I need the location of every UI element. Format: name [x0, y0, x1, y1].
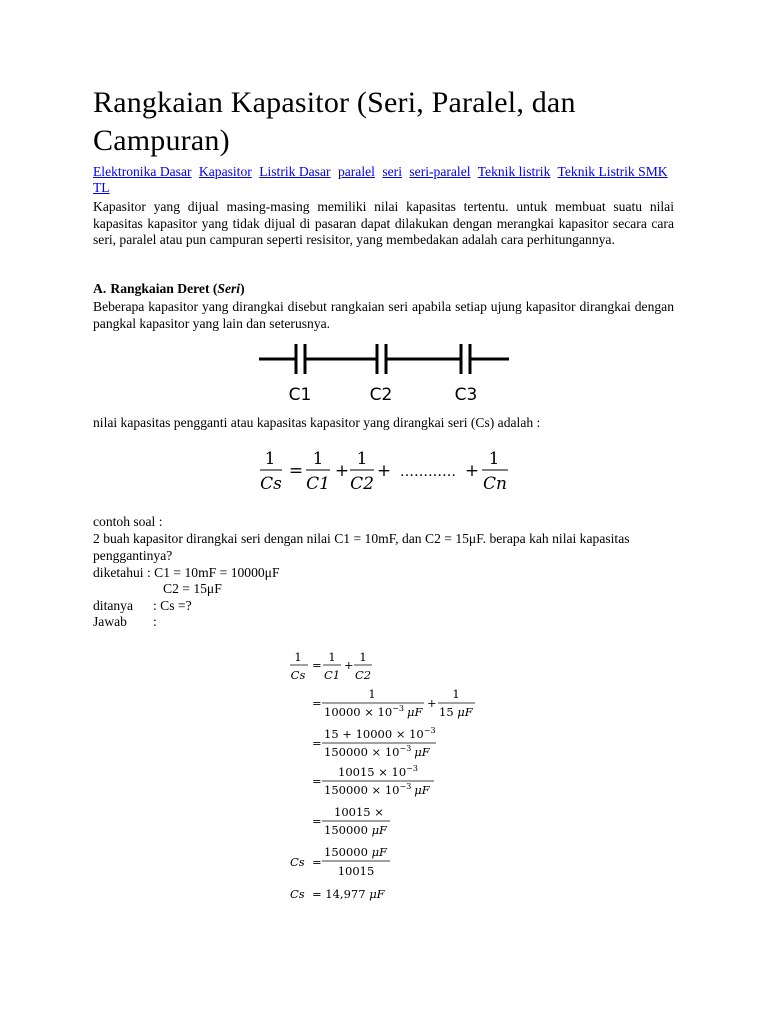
result-lhs: Cs: [290, 887, 305, 901]
step-2: [312, 687, 475, 719]
s6-equals: =: [312, 855, 322, 869]
s2-t2-num: 1: [452, 687, 460, 701]
s1-lhs-den: Cs: [290, 668, 306, 682]
known-value-2: C2 = 15μF: [163, 581, 222, 596]
s3-den-base: 150000 × 10: [324, 745, 400, 759]
s4-den: [324, 782, 431, 797]
s2-plus: +: [427, 696, 437, 710]
s1-lhs-num: 1: [294, 650, 302, 664]
s2-t1-den-exp: −3: [392, 704, 404, 713]
intro-paragraph: Kapasitor yang dijual masing-masing memiliki nilai kapasitas tertentu. untuk membuat suatu nilai kapasitas kapasitor yang tidak dijual di pasaran dapat dilakukan dengan merangkai kapasitor secara cara seri, paralel atau pun campuran seperti resisitor, yang membedakan adalah cara perhitungannya.: [93, 199, 674, 247]
step-3: [312, 726, 436, 759]
section-a-heading-prefix: Rangkaian Deret (: [110, 281, 218, 296]
s2-equals: =: [312, 696, 322, 710]
s3-den-exp: −3: [399, 744, 412, 753]
step-result: [290, 887, 386, 901]
tag-link-kapasitor[interactable]: Kapasitor: [198, 164, 252, 179]
answer-label: Jawab: [93, 614, 127, 629]
formula-plus-2: +: [376, 461, 392, 481]
example-question: 2 buah kapasitor dirangkai seri dengan nilai C1 = 10mF, dan C2 = 15μF. berapa kah nilai kapasitas penggantinya?: [93, 531, 630, 563]
label-c3: C3: [454, 385, 478, 405]
step-1: [290, 650, 372, 682]
known-label: diketahui :: [93, 565, 151, 580]
s5-den-base: 150000: [324, 823, 372, 837]
formula-cn-numerator: 1: [488, 449, 500, 469]
s2-t1-den-base: 10000 × 10: [324, 705, 393, 719]
tag-link-tl[interactable]: TL: [93, 180, 110, 195]
known-value-1: C1 = 10mF = 10000μF: [154, 565, 280, 580]
s1-t2-num: 1: [359, 650, 367, 664]
tag-link-teknik-listrik[interactable]: Teknik listrik: [477, 164, 551, 179]
formula-plus-3: +: [464, 461, 480, 481]
result-number: = 14,977: [312, 887, 370, 901]
s5-den: [324, 823, 388, 837]
tag-link-seri[interactable]: seri: [382, 164, 402, 179]
s5-den-unit: μF: [371, 823, 388, 837]
formula-c2-denominator: C2: [350, 474, 374, 494]
s4-num: [338, 764, 418, 779]
section-a-heading-italic: Seri: [217, 281, 241, 296]
s5-num: 10015 ×: [334, 805, 384, 819]
section-a-description: Beberapa kapasitor yang dirangkai disebut rangkaian seri apabila setiap ujung kapasitor dirangkai dengan pangkal kapasitor yang lain dan seterusnya.: [93, 299, 674, 331]
formula-c2-numerator: 1: [356, 449, 368, 469]
formula-equals: =: [288, 461, 304, 481]
section-a-heading-suffix: ): [240, 281, 245, 296]
s1-t1-num: 1: [328, 650, 336, 664]
step-4: [312, 764, 434, 797]
tag-link-elektronika-dasar[interactable]: Elektronika Dasar: [93, 164, 192, 179]
section-a-heading: [93, 281, 245, 297]
s3-num-base: 15 + 10000 × 10: [324, 727, 424, 741]
tag-link-paralel[interactable]: paralel: [337, 164, 375, 179]
s1-plus: +: [344, 658, 354, 672]
tag-link-seri-paralel[interactable]: seri-paralel: [409, 164, 471, 179]
asked-row: [93, 598, 192, 614]
s6-num-unit: μF: [371, 845, 388, 859]
s1-t1-den: C1: [323, 668, 341, 682]
s1-equals: =: [312, 658, 322, 672]
formula-c1-numerator: 1: [312, 449, 324, 469]
known-row-1: [93, 565, 280, 581]
s3-den: [324, 744, 431, 759]
s4-den-unit: μF: [414, 783, 430, 797]
formula-plus-1: +: [334, 461, 350, 481]
s6-num-base: 150000: [324, 845, 372, 859]
s2-t2-den-base: 15: [439, 705, 458, 719]
s3-den-unit: μF: [414, 745, 430, 759]
s2-t2-den: [439, 705, 474, 719]
s4-den-exp: −3: [399, 782, 412, 791]
s6-den: 10015: [337, 864, 375, 878]
answer-row: [93, 614, 157, 630]
s4-den-base: 150000 × 10: [324, 783, 400, 797]
tag-link-teknik-listrik-smk[interactable]: Teknik Listrik SMK: [557, 164, 668, 179]
s3-num: [324, 726, 436, 741]
s2-t1-den: [324, 704, 423, 719]
series-formula: [258, 444, 518, 498]
formula-intro: nilai kapasitas pengganti atau kapasitas kapasitor yang dirangkai seri (Cs) adalah :: [93, 415, 541, 430]
formula-c1-denominator: C1: [306, 474, 330, 494]
page-title: Rangkaian Kapasitor (Seri, Paralel, dan Campuran): [93, 86, 576, 157]
label-c1: C1: [288, 385, 312, 405]
s2-t1-den-unit: μF: [406, 705, 423, 719]
s3-num-exp: −3: [423, 726, 436, 735]
result-value: [312, 887, 386, 901]
label-c2: C2: [369, 385, 393, 405]
step-6: [290, 845, 390, 878]
s4-equals: =: [312, 774, 322, 788]
series-capacitor-diagram: [255, 340, 515, 406]
formula-dots: …………: [400, 464, 456, 480]
step-5: [312, 805, 390, 837]
s4-num-exp: −3: [406, 764, 418, 773]
s6-lhs: Cs: [290, 855, 305, 869]
solution-steps: [288, 648, 508, 904]
formula-cs-numerator: 1: [264, 449, 276, 469]
s4-num-base: 10015 × 10: [338, 765, 407, 779]
tag-list: [93, 164, 683, 196]
formula-cs-denominator: Cs: [260, 474, 282, 494]
section-a-number: A.: [93, 281, 107, 296]
s5-equals: =: [312, 814, 322, 828]
answer-colon: :: [153, 614, 157, 629]
example-label: contoh soal :: [93, 514, 163, 529]
asked-value: : Cs =?: [153, 598, 192, 613]
asked-label: ditanya: [93, 598, 134, 613]
tag-link-listrik-dasar[interactable]: Listrik Dasar: [259, 164, 331, 179]
result-unit: μF: [369, 887, 385, 901]
formula-cn-denominator: Cn: [483, 474, 507, 494]
s2-t2-den-unit: μF: [457, 705, 473, 719]
s1-t2-den: C2: [354, 668, 372, 682]
s3-equals: =: [312, 736, 322, 750]
s6-num: [324, 845, 388, 859]
s2-t1-num: 1: [368, 687, 376, 701]
